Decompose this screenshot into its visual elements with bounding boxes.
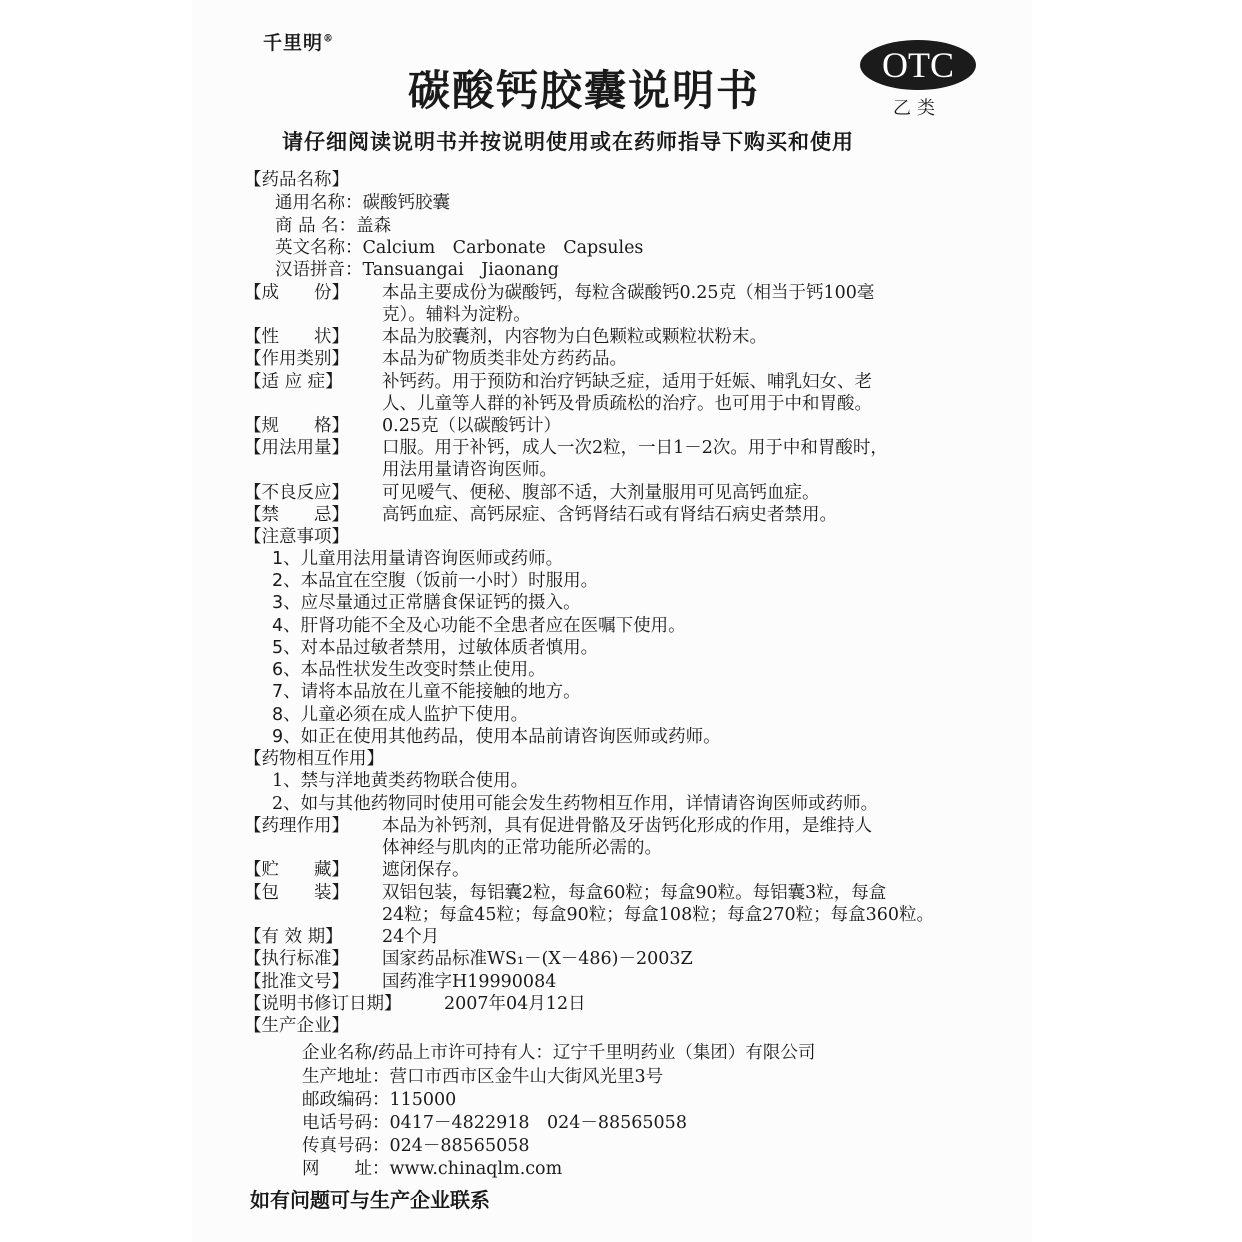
- label-indications: 【适 应 症】: [244, 372, 343, 392]
- english-name: 英文名称：Calcium Carbonate Capsules: [275, 238, 644, 258]
- revision-date-text: 2007年04月12日: [444, 994, 586, 1014]
- label-validity: 【有 效 期】: [244, 927, 343, 947]
- brand-name: 千里明®: [263, 32, 335, 54]
- label-packaging: 【包 装】: [244, 883, 349, 903]
- document-title: 碳酸钙胶囊说明书: [408, 66, 761, 115]
- otc-class: 乙类: [893, 98, 941, 119]
- approval-text: 国药准字H19990084: [382, 972, 557, 992]
- usage-notice: 请仔细阅读说明书并按说明使用或在药师指导下购买和使用: [282, 130, 854, 154]
- label-ingredients: 【成 份】: [244, 283, 349, 303]
- precaution-item: 1、儿童用法用量请咨询医师或药师。: [272, 549, 564, 569]
- label-storage: 【贮 藏】: [244, 860, 349, 880]
- label-adverse: 【不良反应】: [244, 483, 349, 503]
- pinyin-name: 汉语拼音：Tansuangai Jiaonang: [275, 260, 559, 280]
- precaution-item: 3、应尽量通过正常膳食保证钙的摄入。: [272, 593, 581, 613]
- label-pharmacology: 【药理作用】: [244, 816, 349, 836]
- interaction-item: 2、如与其他药物同时使用可能会发生药物相互作用，详情请咨询医师或药师。: [272, 794, 879, 814]
- label-approval: 【批准文号】: [244, 972, 349, 992]
- precaution-item: 7、请将本品放在儿童不能接触的地方。: [272, 682, 581, 702]
- phone-number: 电话号码：0417－4822918 024－88565058: [302, 1113, 687, 1133]
- label-interactions: 【药物相互作用】: [244, 749, 384, 769]
- label-appearance: 【性 状】: [244, 327, 349, 347]
- otc-badge-text: OTC: [882, 45, 954, 85]
- packaging-line-1: 双铝包装，每铝囊2粒，每盒60粒；每盒90粒。每铝囊3粒，每盒: [382, 883, 887, 903]
- indications-line-1: 补钙药。用于预防和治疗钙缺乏症，适用于妊娠、哺乳妇女、老: [382, 372, 872, 392]
- label-standard: 【执行标准】: [244, 949, 349, 969]
- label-manufacturer: 【生产企业】: [244, 1016, 349, 1036]
- dosage-line-1: 口服。用于补钙，成人一次2粒，一日1－2次。用于中和胃酸时，: [382, 438, 888, 458]
- indications-line-2: 人、儿童等人群的补钙及骨质疏松的治疗。也可用于中和胃酸。: [382, 394, 872, 414]
- label-dosage: 【用法用量】: [244, 438, 349, 458]
- ingredients-line-2: 克）。辅料为淀粉。: [382, 305, 531, 325]
- precaution-item: 8、儿童必须在成人监护下使用。: [272, 705, 529, 725]
- storage-text: 遮闭保存。: [382, 860, 470, 880]
- company-address: 生产地址：营口市西市区金牛山大街风光里3号: [302, 1067, 664, 1087]
- otc-badge: [860, 40, 976, 90]
- precaution-item: 5、对本品过敏者禁用，过敏体质者慎用。: [272, 638, 599, 658]
- generic-name: 通用名称：碳酸钙胶囊: [275, 193, 450, 213]
- validity-text: 24个月: [382, 927, 440, 947]
- pharmacology-line-1: 本品为补钙剂，具有促进骨骼及牙齿钙化形成的作用，是维持人: [382, 816, 872, 836]
- ingredients-line-1: 本品主要成份为碳酸钙，每粒含碳酸钙0.25克（相当于钙100毫: [382, 283, 875, 303]
- contraindications-text: 高钙血症、高钙尿症、含钙肾结石或有肾结石病史者禁用。: [382, 505, 837, 525]
- category-text: 本品为矿物质类非处方药药品。: [382, 349, 627, 369]
- standard-text: 国家药品标准WS₁－(X－486)－2003Z: [382, 949, 693, 969]
- dosage-line-2: 用法用量请咨询医师。: [382, 460, 557, 480]
- registered-mark: ®: [323, 33, 335, 45]
- label-category: 【作用类别】: [244, 349, 349, 369]
- company-name: 企业名称/药品上市许可持有人：辽宁千里明药业（集团）有限公司: [302, 1043, 816, 1063]
- contact-footer: 如有问题可与生产企业联系: [250, 1188, 490, 1212]
- precaution-item: 6、本品性状发生改变时禁止使用。: [272, 660, 546, 680]
- appearance-text: 本品为胶囊剂，内容物为白色颗粒或颗粒状粉末。: [382, 327, 767, 347]
- label-revision-date: 【说明书修订日期】: [244, 994, 402, 1014]
- label-drug-name: 【药品名称】: [244, 170, 349, 190]
- label-spec: 【规 格】: [244, 416, 349, 436]
- pharmacology-line-2: 体神经与肌肉的正常功能所必需的。: [382, 838, 662, 858]
- website: 网 址：www.chinaqlm.com: [302, 1159, 563, 1179]
- adverse-text: 可见嗳气、便秘、腹部不适，大剂量服用可见高钙血症。: [382, 483, 820, 503]
- precaution-item: 4、肝肾功能不全及心功能不全患者应在医嘱下使用。: [272, 616, 686, 636]
- precaution-item: 9、如正在使用其他药品，使用本品前请咨询医师或药师。: [272, 727, 721, 747]
- trade-name: 商 品 名：盖森: [275, 216, 392, 236]
- label-precautions: 【注意事项】: [244, 527, 349, 547]
- precaution-item: 2、本品宜在空腹（饭前一小时）时服用。: [272, 571, 599, 591]
- fax-number: 传真号码：024－88565058: [302, 1136, 530, 1156]
- interaction-item: 1、禁与洋地黄类药物联合使用。: [272, 771, 529, 791]
- packaging-line-2: 24粒；每盒45粒；每盒90粒；每盒108粒；每盒270粒；每盒360粒。: [382, 905, 935, 925]
- spec-text: 0.25克（以碳酸钙计）: [382, 416, 561, 436]
- label-contraindications: 【禁 忌】: [244, 505, 349, 525]
- postcode: 邮政编码：115000: [302, 1090, 457, 1110]
